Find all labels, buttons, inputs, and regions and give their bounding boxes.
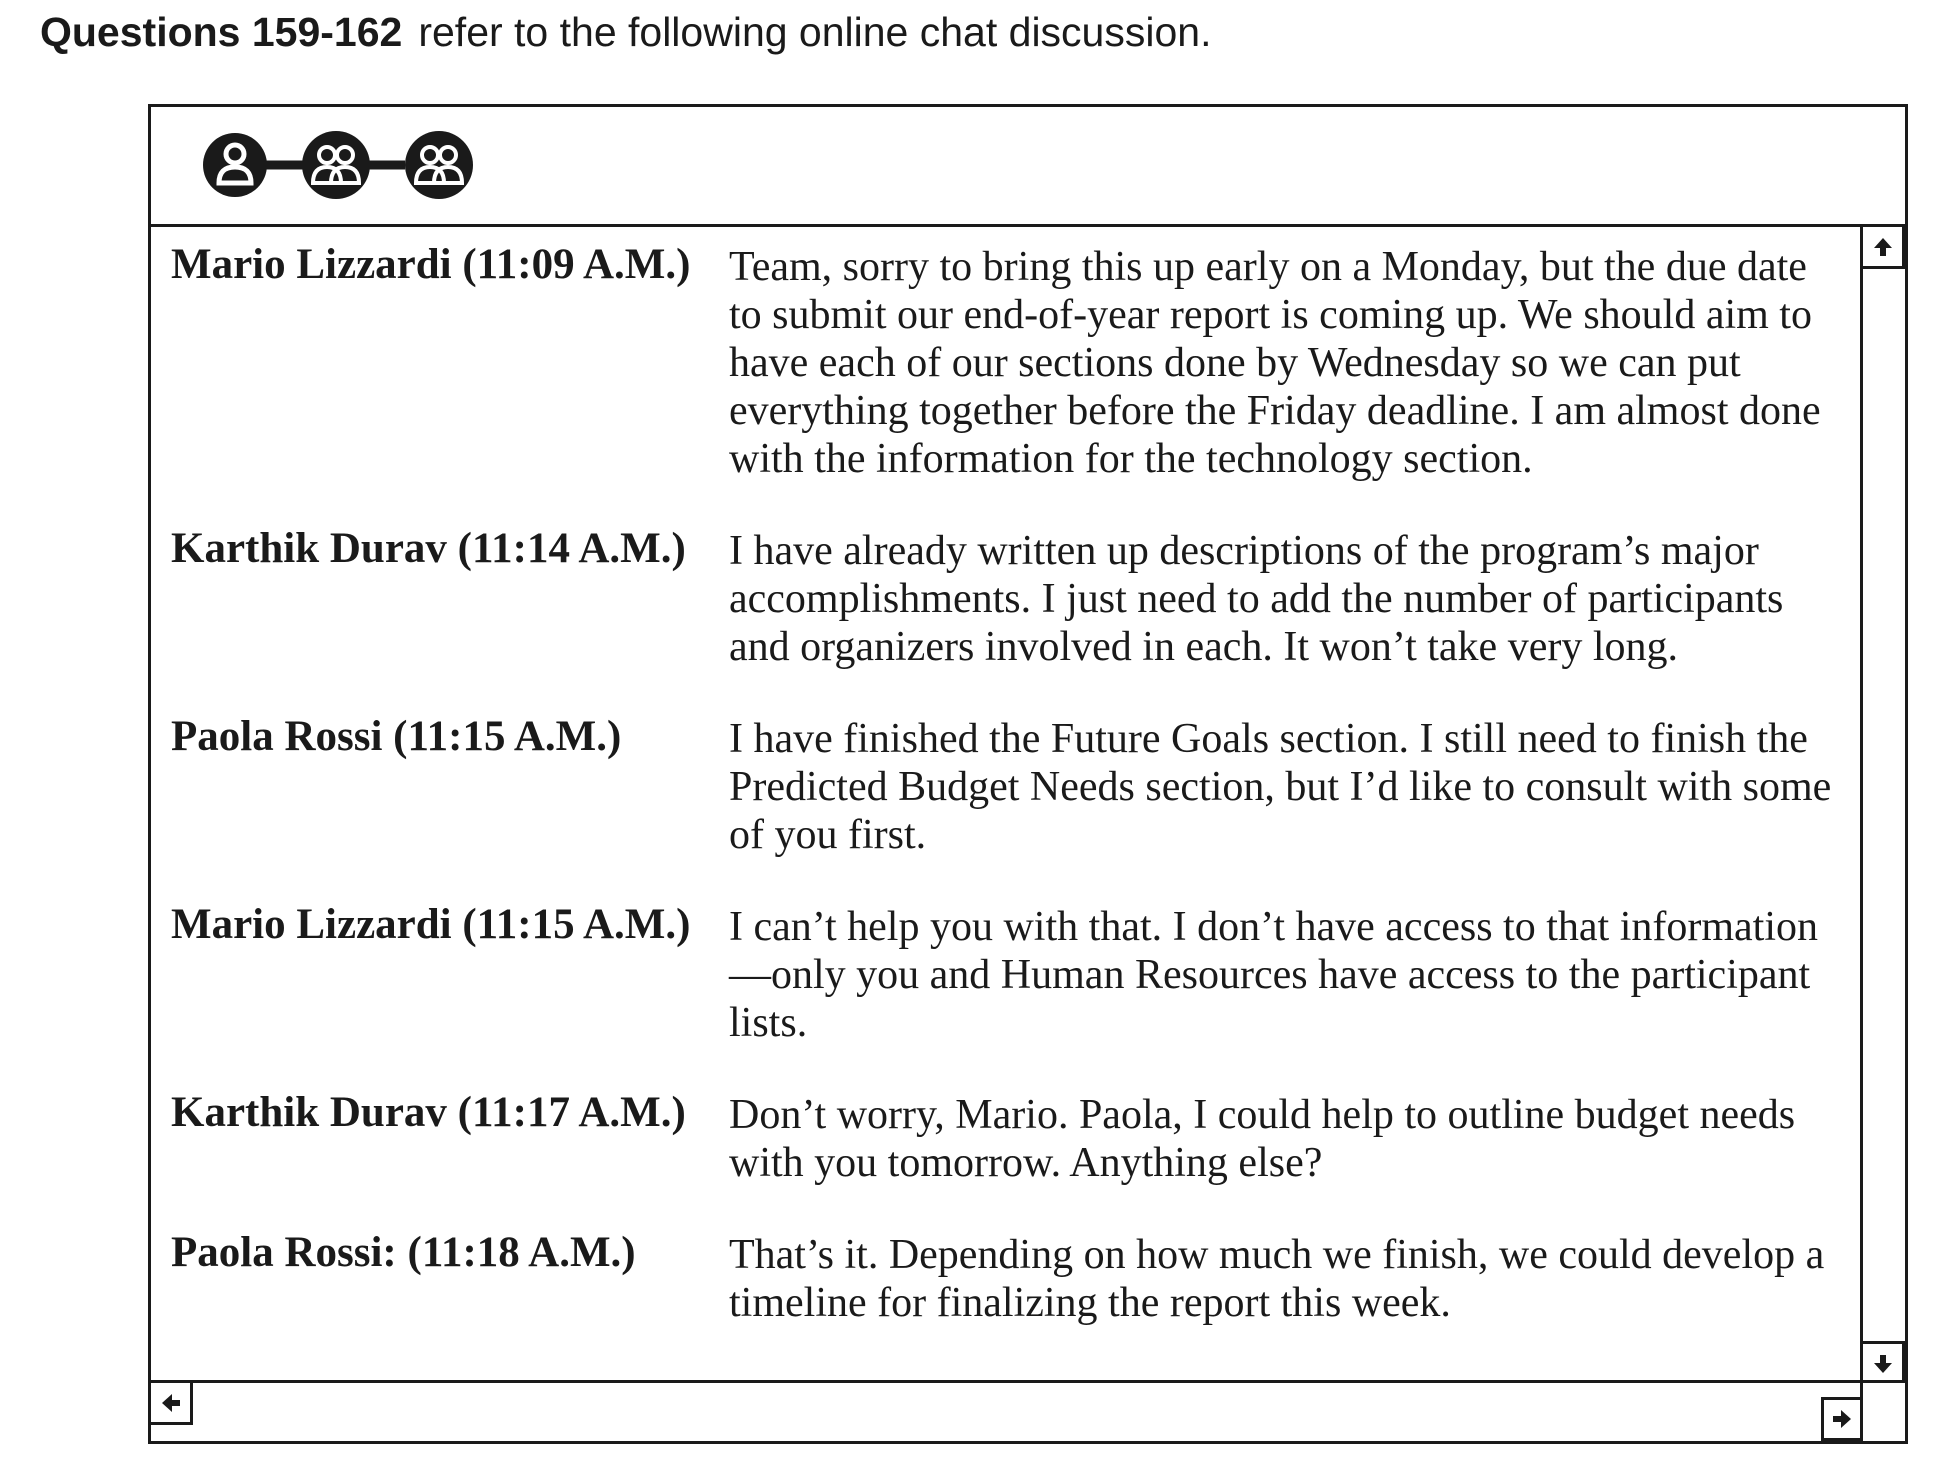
message-text: I can’t help you with that. I don’t have access to that information—only you and Human Resources have access to the participant lists. bbox=[729, 904, 1818, 1046]
chat-message bbox=[171, 901, 1843, 1047]
chat-window bbox=[148, 104, 1908, 1444]
chat-message bbox=[171, 241, 1843, 483]
message-sender: Paola Rossi: (11:18 A.M.) bbox=[171, 1229, 636, 1276]
message-sender: Mario Lizzardi (11:15 A.M.) bbox=[171, 901, 691, 948]
chat-message bbox=[171, 1089, 1843, 1187]
scroll-up-button[interactable] bbox=[1863, 227, 1905, 269]
message-sender: Paola Rossi (11:15 A.M.) bbox=[171, 713, 622, 760]
scroll-left-button[interactable] bbox=[151, 1383, 193, 1425]
scroll-down-button[interactable] bbox=[1863, 1341, 1905, 1383]
arrow-down-icon bbox=[1872, 1353, 1894, 1375]
message-text: I have finished the Future Goals section. I still need to finish the Predicted Budget Needs section, but I’d like to consult with some of you first. bbox=[729, 716, 1832, 858]
chat-message bbox=[171, 525, 1843, 671]
question-instruction bbox=[40, 8, 1211, 57]
chat-header bbox=[151, 107, 1905, 227]
vertical-scrollbar[interactable] bbox=[1860, 227, 1905, 1383]
message-text: I have already written up descriptions of the program’s major accomplishments. I just need to add the number of participants and organizers involved in each. It won’t take very long. bbox=[729, 528, 1784, 670]
message-text: Don’t worry, Mario. Paola, I could help to outline budget needs with you tomorrow. Anything else? bbox=[729, 1092, 1796, 1186]
message-sender: Karthik Durav (11:14 A.M.) bbox=[171, 525, 686, 572]
arrow-left-icon bbox=[160, 1392, 182, 1414]
message-list bbox=[151, 227, 1863, 1383]
message-sender: Mario Lizzardi (11:09 A.M.) bbox=[171, 241, 691, 288]
chat-message bbox=[171, 1229, 1843, 1327]
message-text: Team, sorry to bring this up early on a Monday, but the due date to submit our end-of-year report is coming up. We should aim to have each of our sections done by Wednesday so we can put everything together before the Friday deadline. I am almost done with the information for the technology section. bbox=[729, 244, 1821, 482]
instruction-text: refer to the following online chat discussion. bbox=[418, 9, 1212, 55]
scroll-right-button[interactable] bbox=[1821, 1397, 1863, 1441]
arrow-right-icon bbox=[1831, 1408, 1853, 1430]
message-text: That’s it. Depending on how much we finish, we could develop a timeline for finalizing the report this week. bbox=[729, 1232, 1825, 1326]
horizontal-scrollbar[interactable] bbox=[151, 1380, 1863, 1441]
arrow-up-icon bbox=[1872, 236, 1894, 258]
chat-message bbox=[171, 713, 1843, 859]
message-sender: Karthik Durav (11:17 A.M.) bbox=[171, 1089, 686, 1136]
scrollbar-corner bbox=[1860, 1380, 1905, 1441]
question-range: Questions 159-162 bbox=[40, 9, 403, 55]
group-chat-icon bbox=[203, 127, 473, 203]
